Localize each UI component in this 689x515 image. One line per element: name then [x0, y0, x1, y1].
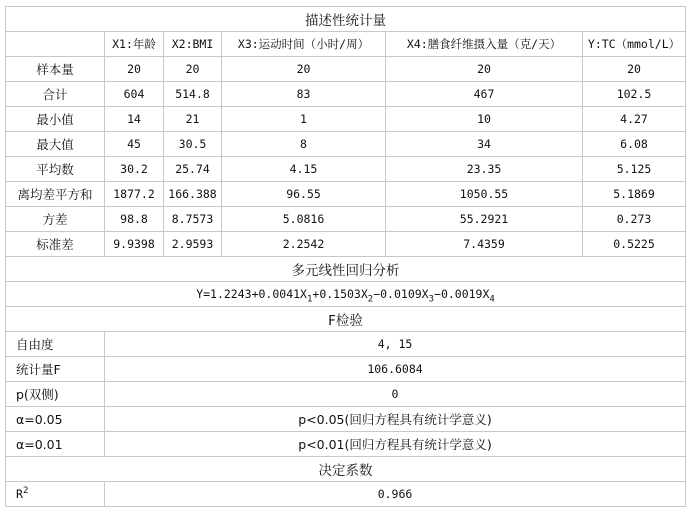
table-row: [6, 82, 686, 107]
determination-title: 决定系数: [6, 457, 686, 482]
cell-value: 98.8: [105, 207, 164, 232]
equation-part: −0.0019X: [434, 287, 490, 301]
regression-title-row: [6, 257, 686, 282]
cell-value: 20: [105, 57, 164, 82]
equation-part: +0.1503X: [312, 287, 368, 301]
row-label: 最小值: [6, 107, 105, 132]
cell-value: 25.74: [164, 157, 222, 182]
r-squared-label: [6, 482, 105, 507]
cell-value: 9.9398: [105, 232, 164, 257]
descriptive-title: 描述性统计量: [6, 7, 686, 32]
descriptive-header-row: [6, 32, 686, 57]
cell-value: 0: [105, 382, 686, 407]
cell-value: 20: [222, 57, 386, 82]
cell-value: 6.08: [583, 132, 686, 157]
table-row: [6, 107, 686, 132]
regression-equation: [6, 282, 686, 307]
header-corner: [6, 32, 105, 57]
cell-value: 20: [583, 57, 686, 82]
table-row: [6, 382, 686, 407]
table-row: [6, 207, 686, 232]
row-label: 方差: [6, 207, 105, 232]
cell-value: 1050.55: [386, 182, 583, 207]
equation-subscript: 3: [428, 294, 435, 305]
row-label: 自由度: [6, 332, 105, 357]
r-exponent: 2: [22, 486, 29, 497]
table-row: [6, 157, 686, 182]
equation-subscript: 4: [489, 294, 495, 305]
cell-value: 20: [164, 57, 222, 82]
cell-value: 166.388: [164, 182, 222, 207]
f-test-title: F检验: [6, 307, 686, 332]
cell-value: 467: [386, 82, 583, 107]
r-symbol: R: [16, 487, 23, 501]
cell-value: 5.1869: [583, 182, 686, 207]
cell-value: 514.8: [164, 82, 222, 107]
table-row: [6, 232, 686, 257]
cell-value: 8.7573: [164, 207, 222, 232]
determination-title-row: [6, 457, 686, 482]
equation-subscript: 2: [367, 294, 374, 305]
cell-value: 106.6084: [105, 357, 686, 382]
cell-value: 2.9593: [164, 232, 222, 257]
row-label: 平均数: [6, 157, 105, 182]
table-row: [6, 132, 686, 157]
cell-value: 83: [222, 82, 386, 107]
table-row: [6, 432, 686, 457]
table-row: [6, 482, 686, 507]
equation-part: −0.0109X: [373, 287, 429, 301]
row-label: 离均差平方和: [6, 182, 105, 207]
cell-value: 4.15: [222, 157, 386, 182]
header-x1: X1:年龄: [105, 32, 164, 57]
row-label: 样本量: [6, 57, 105, 82]
cell-value: 45: [105, 132, 164, 157]
cell-value: 0.5225: [583, 232, 686, 257]
cell-value: p<0.05(回归方程具有统计学意义): [105, 407, 686, 432]
statistics-table: [5, 6, 686, 507]
equation-subscript: 1: [306, 294, 313, 305]
cell-value: 1: [222, 107, 386, 132]
cell-value: 30.5: [164, 132, 222, 157]
regression-equation-row: [6, 282, 686, 307]
cell-value: 20: [386, 57, 583, 82]
cell-value: 8: [222, 132, 386, 157]
table-row: [6, 357, 686, 382]
cell-value: 7.4359: [386, 232, 583, 257]
f-test-title-row: [6, 307, 686, 332]
row-label: 最大值: [6, 132, 105, 157]
table-row: [6, 182, 686, 207]
header-x4: X4:膳食纤维摄入量（克/天）: [386, 32, 583, 57]
cell-value: 0.273: [583, 207, 686, 232]
cell-value: 604: [105, 82, 164, 107]
cell-value: 23.35: [386, 157, 583, 182]
table-row: [6, 332, 686, 357]
header-y: Y:TC（mmol/L）: [583, 32, 686, 57]
equation-part: Y=1.2243+0.0041X: [196, 287, 307, 301]
cell-value: 5.125: [583, 157, 686, 182]
header-x2: X2:BMI: [164, 32, 222, 57]
row-label: α=0.01: [6, 432, 105, 457]
row-label: 统计量F: [6, 357, 105, 382]
cell-value: 55.2921: [386, 207, 583, 232]
cell-value: 10: [386, 107, 583, 132]
cell-value: 1877.2: [105, 182, 164, 207]
cell-value: 2.2542: [222, 232, 386, 257]
table-row: [6, 57, 686, 82]
table-row: [6, 407, 686, 432]
cell-value: 21: [164, 107, 222, 132]
descriptive-title-row: [6, 7, 686, 32]
row-label: p(双侧): [6, 382, 105, 407]
row-label: α=0.05: [6, 407, 105, 432]
header-x3: X3:运动时间（小时/周）: [222, 32, 386, 57]
r-squared-value: 0.966: [105, 482, 686, 507]
cell-value: 30.2: [105, 157, 164, 182]
cell-value: 4.27: [583, 107, 686, 132]
cell-value: 34: [386, 132, 583, 157]
row-label: 合计: [6, 82, 105, 107]
cell-value: 96.55: [222, 182, 386, 207]
cell-value: 102.5: [583, 82, 686, 107]
cell-value: 4, 15: [105, 332, 686, 357]
cell-value: 14: [105, 107, 164, 132]
row-label: 标准差: [6, 232, 105, 257]
cell-value: 5.0816: [222, 207, 386, 232]
regression-title: 多元线性回归分析: [6, 257, 686, 282]
cell-value: p<0.01(回归方程具有统计学意义): [105, 432, 686, 457]
